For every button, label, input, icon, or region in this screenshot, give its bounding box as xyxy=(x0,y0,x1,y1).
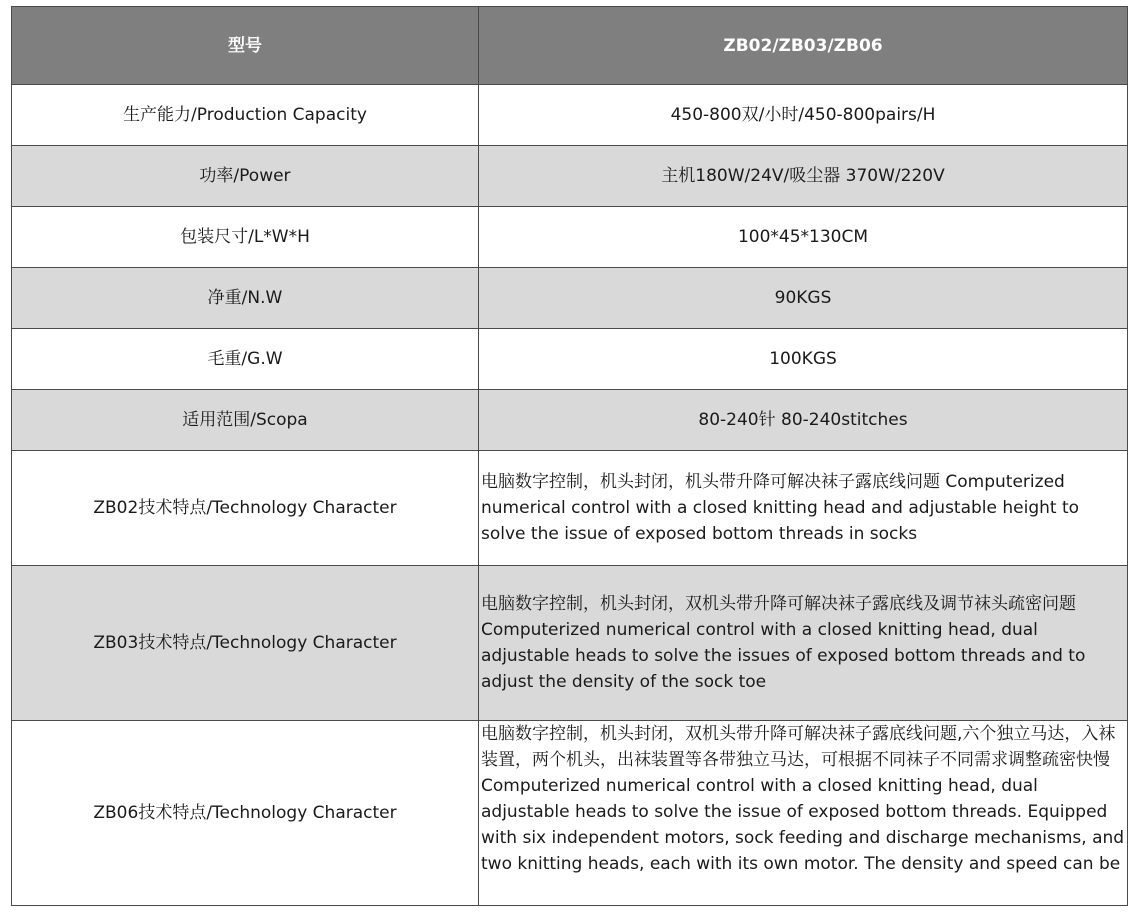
table-row xyxy=(12,268,1128,329)
zb02-desc-en: Computerized numerical control with a closed knitting head and adjustable height to solve the issue of exposed bottom threads in socks xyxy=(481,472,1080,544)
row-value-scope: 80-240针 80-240stitches xyxy=(479,390,1128,451)
row-value-zb02-character xyxy=(479,451,1128,566)
row-value-net-weight: 90KGS xyxy=(479,268,1128,329)
row-value-zb03-character xyxy=(479,566,1128,721)
zb02-desc-cn: 电脑数字控制，机头封闭，机头带升降可解决袜子露底线问题 xyxy=(481,472,940,492)
row-label-zb03-character: ZB03技术特点/Technology Character xyxy=(12,566,479,721)
row-value-gross-weight: 100KGS xyxy=(479,329,1128,390)
table-row xyxy=(12,146,1128,207)
zb06-desc-en: Computerized numerical control with a closed knitting head, dual adjustable heads to solve the issue of exposed bottom threads. Equipped with six independent motors, sock feeding and discharge mechanisms, and two knitting heads, each with its own motor. The density and speed can be xyxy=(481,776,1125,874)
zb06-desc-cn: 电脑数字控制，机头封闭，双机头带升降可解决袜子露底线问题,六个独立马达，入袜装置，两个机头，出袜装置等各带独立马达，可根据不同袜子不同需求调整疏密快慢 xyxy=(481,724,1116,770)
header-model-value: ZB02/ZB03/ZB06 xyxy=(479,7,1128,85)
row-value-capacity: 450-800双/小时/450-800pairs/H xyxy=(479,85,1128,146)
row-value-package-size: 100*45*130CM xyxy=(479,207,1128,268)
row-label-package-size: 包装尺寸/L*W*H xyxy=(12,207,479,268)
zb03-desc-cn: 电脑数字控制，机头封闭，双机头带升降可解决袜子露底线及调节袜头疏密问题 xyxy=(481,594,1076,614)
row-value-zb06-character xyxy=(479,721,1128,906)
row-label-zb02-character: ZB02技术特点/Technology Character xyxy=(12,451,479,566)
row-value-power: 主机180W/24V/吸尘器 370W/220V xyxy=(479,146,1128,207)
table-row xyxy=(12,207,1128,268)
table-row xyxy=(12,329,1128,390)
table-row xyxy=(12,390,1128,451)
row-label-net-weight: 净重/N.W xyxy=(12,268,479,329)
row-label-power: 功率/Power xyxy=(12,146,479,207)
table-row xyxy=(12,85,1128,146)
row-label-scope: 适用范围/Scopa xyxy=(12,390,479,451)
header-row xyxy=(12,7,1128,85)
zb03-desc-en: Computerized numerical control with a closed knitting head, dual adjustable heads to solve the issues of exposed bottom threads and to adjust the density of the sock toe xyxy=(481,620,1086,692)
row-label-gross-weight: 毛重/G.W xyxy=(12,329,479,390)
table-row xyxy=(12,566,1128,721)
row-label-capacity: 生产能力/Production Capacity xyxy=(12,85,479,146)
spec-table xyxy=(11,6,1128,906)
table-row xyxy=(12,721,1128,906)
zb06-desc-clip xyxy=(481,721,1125,905)
table-row xyxy=(12,451,1128,566)
header-model-label: 型号 xyxy=(12,7,479,85)
row-label-zb06-character: ZB06技术特点/Technology Character xyxy=(12,721,479,906)
